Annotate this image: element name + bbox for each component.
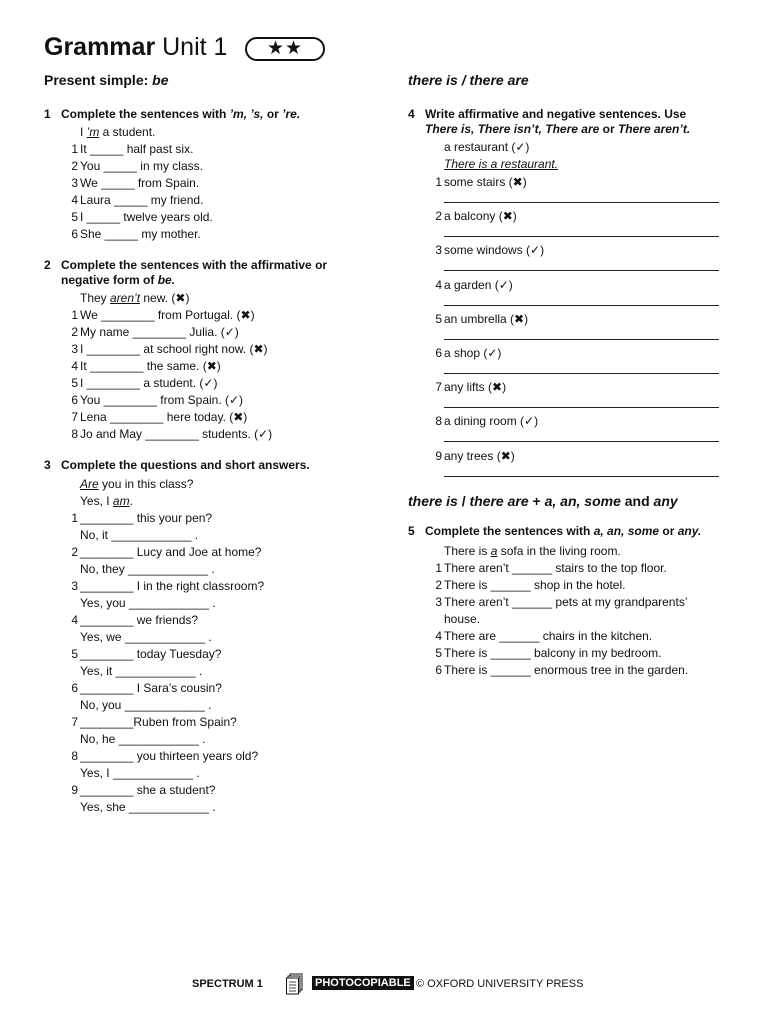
instr-italic: There is, There isn’t, There are (425, 122, 600, 136)
ex2-item-number: 5 (71, 376, 78, 390)
ex2-item-text: I ________ a student. (✓) (80, 376, 218, 390)
ex3-question-text: ________ I in the right classroom? (80, 579, 265, 593)
ex4-answer-line[interactable] (444, 270, 719, 271)
example-text: you in this class? (98, 477, 194, 491)
ex3-example-answer (80, 494, 133, 508)
ex2-item-text: It ________ the same. (✖) (80, 359, 221, 373)
ex4-item-number: 7 (435, 380, 442, 395)
ex1-item-text: Laura _____ my friend. (80, 193, 204, 207)
ex1-item-text: She _____ my mother. (80, 227, 201, 241)
heading-text: / (457, 493, 470, 509)
ex3-number: 3 (44, 458, 51, 472)
ex2-item-number: 8 (71, 427, 78, 441)
title-unit: Unit 1 (162, 33, 228, 61)
ex3-example-question (80, 477, 193, 491)
photocopy-icon (286, 973, 304, 995)
ex4-example-answer: There is a restaurant. (444, 157, 559, 171)
ex4-item-number: 2 (435, 209, 442, 224)
heading-text: and (620, 493, 654, 509)
heading-italic: be (152, 72, 169, 88)
photocopiable-text: PHOTOCOPIABLE (312, 976, 414, 990)
heading-text: + (528, 493, 545, 509)
ex3-answer-text: Yes, it ____________ . (80, 664, 203, 678)
ex4-item-number: 6 (435, 346, 442, 360)
ex4-item-text: a shop (✓) (444, 346, 502, 360)
instr-text: Complete the sentences with (61, 107, 230, 121)
ex3-question-text: ________ this your pen? (80, 511, 213, 525)
ex4-answer-line[interactable] (444, 441, 719, 442)
ex4-item-text: a dining room (✓) (444, 414, 539, 429)
ex3-answer-text: Yes, she ____________ . (80, 800, 216, 814)
instr-text: negative form of (61, 273, 158, 287)
ex5-item-number: 5 (435, 646, 442, 660)
ex5-item-number: 6 (435, 663, 442, 677)
instr-italic: ’m, ’s, (229, 107, 264, 121)
heading-italic: any (653, 493, 678, 509)
ex5-item-number: 2 (435, 578, 442, 592)
ex5-number: 5 (408, 524, 415, 538)
ex5-item-number: 4 (435, 629, 442, 643)
ex3-answer-text: No, he ____________ . (80, 732, 206, 746)
ex4-item-number: 1 (435, 175, 442, 189)
instr-text: or (599, 122, 618, 136)
ex4-item-text: an umbrella (✖) (444, 311, 529, 326)
ex2-item-number: 6 (71, 393, 78, 407)
ex5-item-text: There is ______ balcony in my bedroom. (444, 646, 662, 660)
ex1-item-number: 2 (71, 159, 78, 173)
ex4-answer-line[interactable] (444, 339, 719, 340)
ex2-item-number: 2 (71, 325, 78, 339)
ex1-item-number: 1 (71, 142, 78, 156)
example-text: I (80, 125, 87, 139)
ex4-item-number: 9 (435, 448, 442, 463)
ex3-question-text: ________Ruben from Spain? (80, 715, 237, 729)
example-answer: Are (80, 477, 99, 491)
ex3-question-number: 4 (71, 613, 78, 627)
instr-text: Complete the sentences with the affirmative or (61, 258, 328, 272)
publisher: © OXFORD UNIVERSITY PRESS (416, 978, 584, 990)
instr-text: or (263, 107, 283, 121)
ex4-answer-line[interactable] (444, 407, 719, 408)
ex4-item-text: any trees (✖) (444, 448, 515, 463)
ex4-answer-line[interactable] (444, 373, 719, 374)
instr-text: Write affirmative and negative sentences. Use (425, 107, 687, 121)
ex2-item-text: We ________ from Portugal. (✖) (80, 308, 255, 322)
instr-italic: any. (677, 524, 702, 538)
ex1-item-number: 3 (71, 176, 78, 190)
instr-italic: be. (157, 273, 176, 287)
footer-book-title: SPECTRUM 1 (192, 978, 263, 990)
example-text: sofa in the living room. (497, 544, 621, 558)
ex1-item-number: 5 (71, 210, 78, 224)
ex2-item-number: 7 (71, 410, 78, 424)
ex2-item-number: 3 (71, 342, 78, 356)
ex1-item-number: 6 (71, 227, 78, 241)
ex4-item-text: some stairs (✖) (444, 175, 527, 189)
ex4-item-number: 8 (435, 414, 442, 429)
difficulty-stars: ★★ (245, 37, 325, 61)
example-text: new. (✖) (140, 291, 190, 305)
ex3-question-number: 7 (71, 715, 78, 729)
ex5-item-text: There aren’t ______ pets at my grandparents’ (444, 595, 688, 609)
ex3-answer-text: Yes, we ____________ . (80, 630, 212, 644)
example-answer: aren’t (110, 291, 141, 305)
ex5-item-text: There is ______ enormous tree in the garden. (444, 663, 689, 677)
ex3-answer-text: No, you ____________ . (80, 698, 212, 712)
ex1-instruction (61, 107, 300, 121)
ex4-item-number: 5 (435, 311, 442, 326)
ex3-question-text: ________ we friends? (80, 613, 199, 627)
photocopiable-label (312, 977, 414, 989)
ex3-question-number: 9 (71, 783, 78, 797)
example-answer: am (112, 494, 130, 508)
instr-text: or (659, 524, 678, 538)
heading-italic: there are (469, 493, 529, 509)
ex4-answer-line[interactable] (444, 236, 719, 237)
instr-text: Complete the sentences with (425, 524, 594, 538)
ex4-number: 4 (408, 107, 415, 121)
ex1-example (80, 125, 155, 139)
ex3-answer-text: No, it ____________ . (80, 528, 199, 542)
ex4-item-text: any lifts (✖) (444, 380, 507, 395)
ex4-answer-line[interactable] (444, 305, 719, 306)
ex3-question-number: 1 (71, 511, 78, 525)
ex4-item-number: 4 (435, 277, 442, 292)
ex5-item-text: house. (444, 612, 481, 626)
heading-text: Present simple: (44, 72, 153, 88)
example-text: There is (444, 544, 491, 558)
ex3-question-text: ________ she a student? (80, 783, 216, 797)
ex2-item-text: Lena ________ here today. (✖) (80, 410, 248, 424)
ex3-question-number: 6 (71, 681, 78, 695)
ex4-item-text: a garden (✓) (444, 277, 513, 292)
ex2-item-number: 1 (71, 308, 78, 322)
ex5-item-number: 3 (435, 595, 442, 609)
ex3-answer-text: Yes, you ____________ . (80, 596, 216, 610)
ex5-item-text: There is ______ shop in the hotel. (444, 578, 626, 592)
ex2-instruction (61, 258, 327, 288)
ex4-item-text: a balcony (✖) (444, 209, 517, 224)
instr-italic: ’re. (282, 107, 301, 121)
ex3-question-text: ________ today Tuesday? (80, 647, 222, 661)
example-text: Yes, I (80, 494, 113, 508)
ex2-number: 2 (44, 258, 51, 272)
ex1-item-text: It _____ half past six. (80, 142, 194, 156)
ex4-answer-line[interactable] (444, 202, 719, 203)
example-answer: ’m (86, 125, 100, 139)
ex5-item-text: There aren’t ______ stairs to the top floor. (444, 561, 667, 575)
ex4-answer-line[interactable] (444, 476, 719, 477)
ex4-instruction (425, 107, 690, 137)
instr-italic: There aren’t. (617, 122, 691, 136)
ex2-item-number: 4 (71, 359, 78, 373)
title-bold: Grammar (44, 33, 156, 61)
ex5-example (444, 544, 621, 558)
ex1-item-number: 4 (71, 193, 78, 207)
ex5-instruction (425, 524, 701, 538)
ex3-question-number: 3 (71, 579, 78, 593)
ex3-question-number: 8 (71, 749, 78, 763)
ex2-item-text: I ________ at school right now. (✖) (80, 342, 268, 356)
ex4-item-text: some windows (✓) (444, 243, 545, 258)
ex1-item-text: You _____ in my class. (80, 159, 203, 173)
right-section-heading: there is / there are (408, 72, 529, 88)
ex1-number: 1 (44, 107, 51, 121)
heading-italic: there is (408, 493, 458, 509)
ex3-question-number: 2 (71, 545, 78, 559)
example-text: . (129, 494, 133, 508)
instr-italic: a, an, some (593, 524, 660, 538)
right-section-heading-2 (408, 493, 678, 509)
ex3-instruction: Complete the questions and short answers. (61, 458, 310, 472)
page-footer (0, 976, 768, 996)
ex2-item-text: My name ________ Julia. (✓) (80, 325, 239, 339)
ex2-item-text: You ________ from Spain. (✓) (80, 393, 244, 407)
ex3-question-text: ________ you thirteen years old? (80, 749, 259, 763)
ex3-question-number: 5 (71, 647, 78, 661)
ex2-example (80, 291, 189, 305)
example-text: They (80, 291, 111, 305)
ex3-answer-text: No, they ____________ . (80, 562, 215, 576)
ex1-item-text: We _____ from Spain. (80, 176, 200, 190)
example-answer: a (490, 544, 498, 558)
ex4-example: a restaurant (✓) (444, 140, 530, 154)
heading-italic: a, an, some (544, 493, 621, 509)
ex4-item-number: 3 (435, 243, 442, 258)
ex1-item-text: I _____ twelve years old. (80, 210, 213, 224)
ex3-question-text: ________ Lucy and Joe at home? (80, 545, 262, 559)
ex2-item-text: Jo and May ________ students. (✓) (80, 427, 273, 441)
ex5-item-text: There are ______ chairs in the kitchen. (444, 629, 653, 643)
ex3-answer-text: Yes, I ____________ . (80, 766, 200, 780)
example-text: a student. (99, 125, 156, 139)
ex5-item-number: 1 (435, 561, 442, 575)
ex3-question-text: ________ I Sara’s cousin? (80, 681, 222, 695)
